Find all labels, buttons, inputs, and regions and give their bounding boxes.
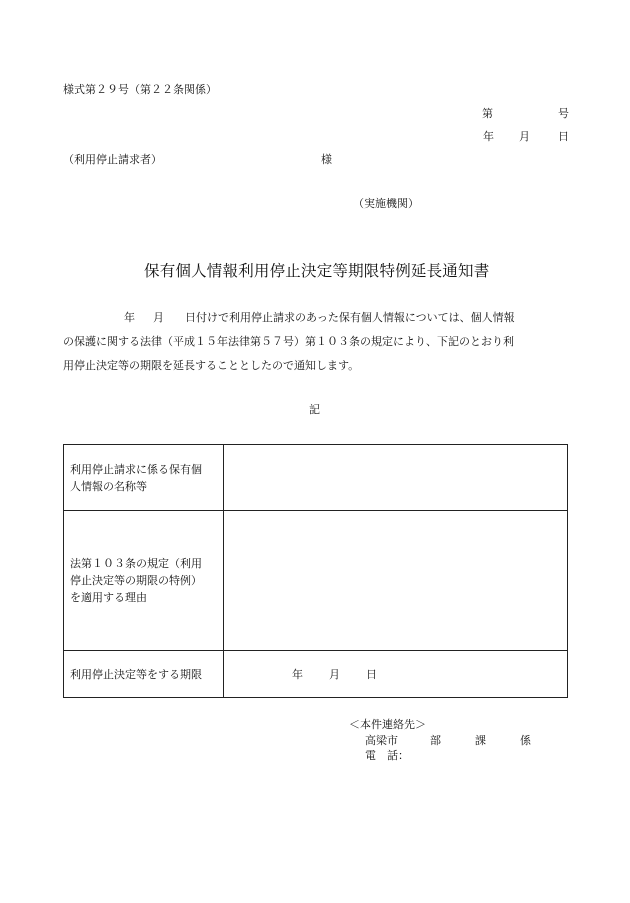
document-title: 保有個人情報利用停止決定等期限特例延長通知書 bbox=[144, 262, 490, 280]
row-label-line: 利用停止決定等をする期限 bbox=[70, 667, 202, 681]
deadline-year-label: 年 bbox=[292, 668, 303, 681]
row-label-line: 利用停止請求に係る保有個 bbox=[70, 462, 202, 476]
body-text bbox=[63, 311, 571, 383]
table-row bbox=[64, 445, 568, 511]
issue-number-prefix: 第 bbox=[482, 107, 493, 120]
date-day-label: 日 bbox=[558, 130, 569, 143]
row-value-reason[interactable] bbox=[224, 511, 568, 651]
requester-label: （利用停止請求者） bbox=[63, 153, 162, 166]
contact-phone-label: 電 話： bbox=[365, 749, 409, 762]
date-month-label: 月 bbox=[519, 130, 530, 143]
row-value-info-name[interactable] bbox=[224, 445, 568, 511]
table-row bbox=[64, 651, 568, 698]
body-month-label: 月 bbox=[153, 311, 164, 324]
issue-number-suffix: 号 bbox=[558, 107, 569, 120]
row-label-deadline bbox=[64, 651, 224, 698]
deadline-day-label: 日 bbox=[366, 668, 377, 681]
row-label-reason bbox=[64, 511, 224, 651]
row-label-line: 人情報の名称等 bbox=[70, 479, 147, 493]
body-line-2: の保護に関する法律（平成１５年法律第５７号）第１０３条の規定により、下記のとおり利 bbox=[63, 335, 514, 348]
honorific-label: 様 bbox=[321, 153, 332, 166]
info-table bbox=[63, 444, 568, 698]
body-line-3: 用停止決定等の期限を延長することとしたので通知します。 bbox=[63, 359, 360, 372]
form-number: 様式第２９号（第２２条関係） bbox=[63, 83, 217, 96]
date-year-label: 年 bbox=[483, 130, 494, 143]
contact-heading: ＜本件連絡先＞ bbox=[349, 718, 426, 731]
contact-city: 高梁市 bbox=[365, 734, 398, 747]
body-line-1 bbox=[63, 311, 571, 335]
row-value-deadline[interactable] bbox=[224, 651, 568, 698]
agency-label: （実施機関） bbox=[353, 197, 419, 210]
body-year-label: 年 bbox=[124, 311, 135, 324]
contact-unit: 係 bbox=[520, 734, 531, 747]
table-row bbox=[64, 511, 568, 651]
row-label-line: を適用する理由 bbox=[70, 591, 147, 604]
ki-heading: 記 bbox=[309, 403, 320, 416]
row-label-line: 停止決定等の期限の特例） bbox=[70, 574, 202, 587]
row-label-line: 法第１０３条の規定（利用 bbox=[70, 557, 202, 570]
body-line-1-rest: 日付けで利用停止請求のあった保有個人情報については、個人情報 bbox=[185, 311, 515, 324]
contact-department: 部 bbox=[430, 734, 441, 747]
row-label-info-name bbox=[64, 445, 224, 511]
contact-section: 課 bbox=[475, 734, 486, 747]
deadline-month-label: 月 bbox=[329, 668, 340, 681]
